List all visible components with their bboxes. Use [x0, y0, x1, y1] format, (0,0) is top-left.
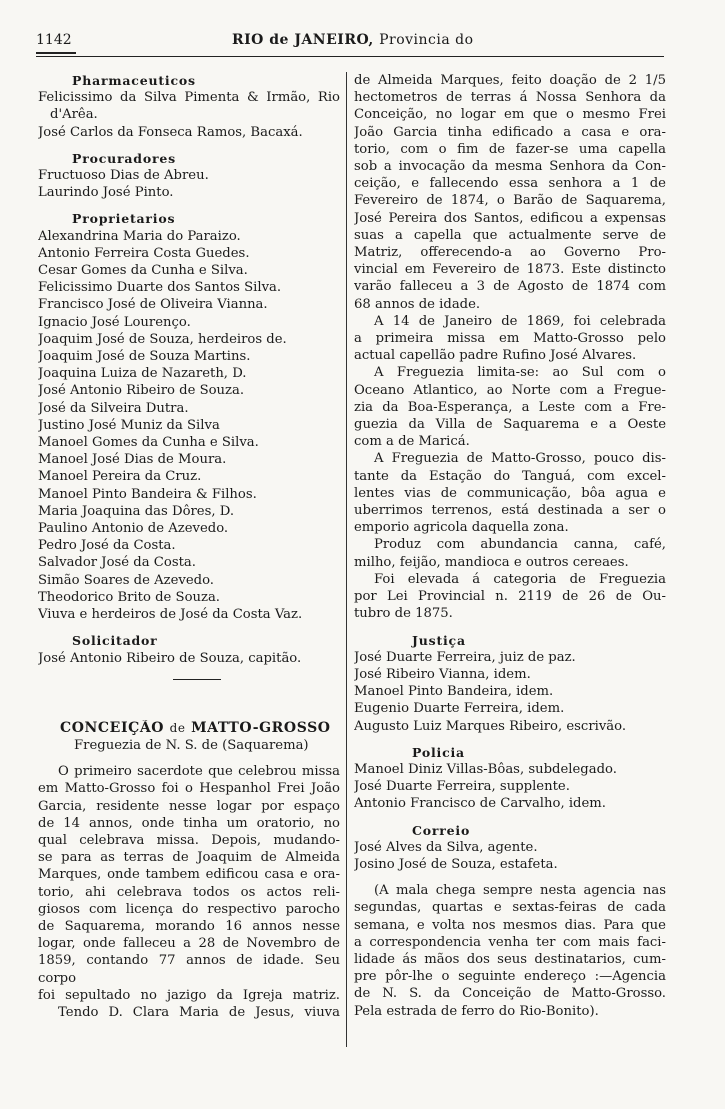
- paragraph-line: Produz com abundancia canna, café,: [374, 537, 666, 553]
- paragraph-line: foi sepultado no jazigo da Igreja matriz.: [38, 987, 340, 1003]
- list-item: Salvador José da Costa.: [38, 555, 196, 571]
- paragraph-line: vincial em Fevereiro de 1873. Este distincto: [354, 262, 666, 278]
- paragraph-line: Marques, onde tambem edificou casa e ora-: [38, 867, 340, 883]
- freguezia-subtitle: Freguezia de N. S. de (Saquarema): [74, 737, 309, 753]
- list-item: d'Arêa.: [50, 107, 98, 123]
- list-item: Felicissimo Duarte dos Santos Silva.: [38, 280, 282, 296]
- paragraph-line: semana, e volta nos mesmos dias. Para que: [354, 917, 666, 933]
- paragraph-line: José Pereira dos Santos, edificou a expensas: [354, 210, 666, 226]
- section-head-pharmaceuticos: Pharmaceuticos: [72, 73, 196, 88]
- list-item: Augusto Luiz Marques Ribeiro, escrivão.: [354, 718, 627, 734]
- paragraph-line: sob a invocação da mesma Senhora da Con-: [354, 159, 666, 175]
- paragraph-line: qual celebrava missa. Depois, mudando-: [38, 832, 340, 848]
- list-item: José Antonio Ribeiro de Souza.: [38, 383, 245, 399]
- paragraph-line: de Saquarema, morando 16 annos nesse: [38, 918, 340, 934]
- section-head-solicitador: Solicitador: [72, 633, 158, 649]
- paragraph-line: lentes vias de communicação, bôa agua e: [354, 485, 666, 501]
- list-item: Alexandrina Maria do Paraizo.: [38, 228, 241, 244]
- list-item: Joaquina Luiza de Nazareth, D.: [38, 366, 247, 382]
- list-item: Ignacio José Lourenço.: [38, 314, 191, 330]
- paragraph-line: Tendo D. Clara Maria de Jesus, viuva: [58, 1004, 340, 1020]
- paragraph-line: uberrimos terrenos, está destinada a ser o: [354, 503, 666, 519]
- paragraph-line: suas a capella que actualmente serve de: [354, 227, 666, 243]
- list-item: Antonio Francisco de Carvalho, idem.: [354, 796, 606, 812]
- paragraph-line: Pela estrada de ferro do Rio-Bonito).: [354, 1003, 599, 1019]
- paragraph-line: torio, com o fim de fazer-se uma capella: [354, 141, 666, 157]
- section-title-de: de: [169, 720, 186, 735]
- paragraph-line: de N. S. da Conceição de Matto-Grosso.: [354, 986, 666, 1002]
- paragraph-line: tubro de 1875.: [354, 606, 453, 622]
- paragraph-line: lidade ás mãos dos seus destinatarios, cum-: [354, 951, 666, 967]
- paragraph-line: a primeira missa em Matto-Grosso pelo: [354, 331, 666, 347]
- list-item: Manoel Pinto Bandeira, idem.: [354, 684, 554, 700]
- paragraph-line: com a de Maricá.: [354, 434, 470, 450]
- paragraph-line: (A mala chega sempre nesta agencia nas: [374, 883, 666, 899]
- list-item: Felicissimo da Silva Pimenta & Irmão, Rio: [38, 90, 340, 106]
- list-item: Laurindo José Pinto.: [38, 185, 174, 201]
- list-item: José Duarte Ferreira, supplente.: [354, 779, 570, 795]
- column-divider: [346, 72, 347, 1047]
- section-title-place: MATTO-GROSSO: [191, 719, 331, 736]
- paragraph-line: A 14 de Janeiro de 1869, foi celebrada: [374, 313, 666, 329]
- section-head-policia: Policia: [412, 744, 465, 760]
- paragraph-line: se para as terras de Joaquim de Almeida: [38, 850, 340, 866]
- header-rule: [36, 56, 664, 57]
- paragraph-line: O primeiro sacerdote que celebrou missa: [58, 764, 340, 780]
- paragraph-line: A Freguezia limita-se: ao Sul com o: [374, 365, 666, 381]
- list-item: Manoel Diniz Villas-Bôas, subdelegado.: [354, 761, 617, 777]
- paragraph-line: logar, onde falleceu a 28 de Novembro de: [38, 936, 340, 952]
- paragraph-line: guezia da Villa de Saquarema e a Oeste: [354, 417, 666, 433]
- list-item: Manoel José Dias de Moura.: [38, 452, 227, 468]
- list-item: Antonio Ferreira Costa Guedes.: [38, 245, 250, 261]
- paragraph-line: torio, ahi celebrava todos os actos reli-: [38, 884, 340, 900]
- list-item: José Ribeiro Vianna, idem.: [354, 666, 531, 682]
- paragraph-line: Fevereiro de 1874, o Barão de Saquarema,: [354, 193, 666, 209]
- paragraph-line: Oceano Atlantico, ao Norte com a Fregue-: [354, 382, 666, 398]
- page-number: 1142: [36, 32, 72, 48]
- list-item: Justino José Muniz da Silva: [38, 417, 220, 433]
- paragraph-line: milho, feijão, mandioca e outros cereaes.: [354, 554, 629, 570]
- list-item: José Antonio Ribeiro de Souza, capitão.: [38, 650, 302, 666]
- paragraph-line: hectometros de terras á Nossa Senhora da: [354, 90, 666, 106]
- section-title: [38, 720, 340, 737]
- paragraph-line: Garcia, residente nesse logar por espaço: [38, 798, 340, 814]
- list-item: Maria Joaquina das Dôres, D.: [38, 503, 235, 519]
- list-item: Simão Soares de Azevedo.: [38, 572, 214, 588]
- list-item: Pedro José da Costa.: [38, 538, 176, 554]
- list-item: Paulino Antonio de Azevedo.: [38, 521, 229, 537]
- paragraph-line: ceição, e fallecendo essa senhora a 1 de: [354, 176, 666, 192]
- section-head-correio: Correio: [412, 822, 471, 838]
- paragraph-line: Conceição, no logar em que o mesmo Frei: [354, 107, 666, 123]
- list-item: Manoel Pinto Bandeira & Filhos.: [38, 486, 257, 502]
- paragraph-line: Foi elevada á categoria de Freguezia: [374, 571, 666, 587]
- section-head-justica: Justiça: [412, 632, 466, 648]
- paragraph-line: a correspondencia venha ter com mais faci-: [354, 934, 666, 950]
- running-title-suffix: Provincia do: [379, 32, 474, 48]
- list-item: Francisco José de Oliveira Vianna.: [38, 297, 268, 313]
- list-item: Joaquim José de Souza Martins.: [38, 349, 251, 365]
- paragraph-line: actual capellão padre Rufino José Alvares.: [354, 348, 637, 364]
- list-item: Theodorico Brito de Souza.: [38, 589, 221, 605]
- paragraph-line: segundas, quartas e sextas-feiras de cada: [354, 900, 666, 916]
- list-item: Fructuoso Dias de Abreu.: [38, 168, 209, 184]
- list-item: Manoel Gomes da Cunha e Silva.: [38, 435, 259, 451]
- section-head-procuradores: Procuradores: [72, 150, 176, 166]
- list-item: Josino José de Souza, estafeta.: [354, 856, 558, 872]
- list-item: Cesar Gomes da Cunha e Silva.: [38, 263, 248, 279]
- list-item: José Carlos da Fonseca Ramos, Bacaxá.: [38, 124, 303, 140]
- list-item: Manoel Pereira da Cruz.: [38, 469, 202, 485]
- list-item: Viuva e herdeiros de José da Costa Vaz.: [38, 607, 303, 623]
- page-header: [36, 32, 666, 54]
- paragraph-line: giosos com licença do respectivo parocho: [38, 901, 340, 917]
- list-item: Joaquim José de Souza, herdeiros de.: [38, 331, 287, 347]
- running-title: [232, 32, 474, 48]
- list-item: José da Silveira Dutra.: [38, 400, 189, 416]
- list-item: José Duarte Ferreira, juiz de paz.: [354, 649, 576, 665]
- right-column: [354, 72, 666, 1020]
- paragraph-line: zia da Boa-Esperança, a Leste com a Fre-: [354, 399, 666, 415]
- paragraph-line: emporio agricola daquella zona.: [354, 520, 569, 536]
- list-item: José Alves da Silva, agente.: [354, 839, 538, 855]
- paragraph-line: João Garcia tinha edificado a casa e ora-: [354, 124, 666, 140]
- paragraph-line: tante da Estação do Tanguá, com excel-: [354, 468, 666, 484]
- section-head-proprietarios: Proprietarios: [72, 211, 176, 227]
- paragraph-line: pre pôr-lhe o seguinte endereço :—Agencia: [354, 969, 666, 985]
- header-underline-short: [36, 52, 76, 54]
- paragraph-line: Matriz, offerecendo-a ao Governo Pro-: [354, 245, 666, 261]
- list-item: Eugenio Duarte Ferreira, idem.: [354, 701, 565, 717]
- paragraph-line: 68 annos de idade.: [354, 296, 481, 312]
- paragraph-line: A Freguezia de Matto-Grosso, pouco dis-: [374, 451, 666, 467]
- paragraph-line: de Almeida Marques, feito doação de 2 1/5: [354, 73, 666, 88]
- paragraph-line: em Matto-Grosso foi o Hespanhol Frei João: [38, 781, 340, 797]
- paragraph-line: por Lei Provincial n. 2119 de 26 de Ou-: [354, 589, 666, 605]
- paragraph-line: 1859, contando 77 annos de idade. Seu corpo: [38, 953, 340, 986]
- section-title-main: CONCEIÇÃO: [60, 719, 165, 736]
- paragraph-line: varão falleceu a 3 de Agosto de 1874 com: [354, 279, 666, 295]
- running-title-main: RIO de JANEIRO,: [232, 32, 374, 48]
- paragraph-line: de 14 annos, onde tinha um oratorio, no: [38, 815, 340, 831]
- left-column: [38, 72, 340, 1021]
